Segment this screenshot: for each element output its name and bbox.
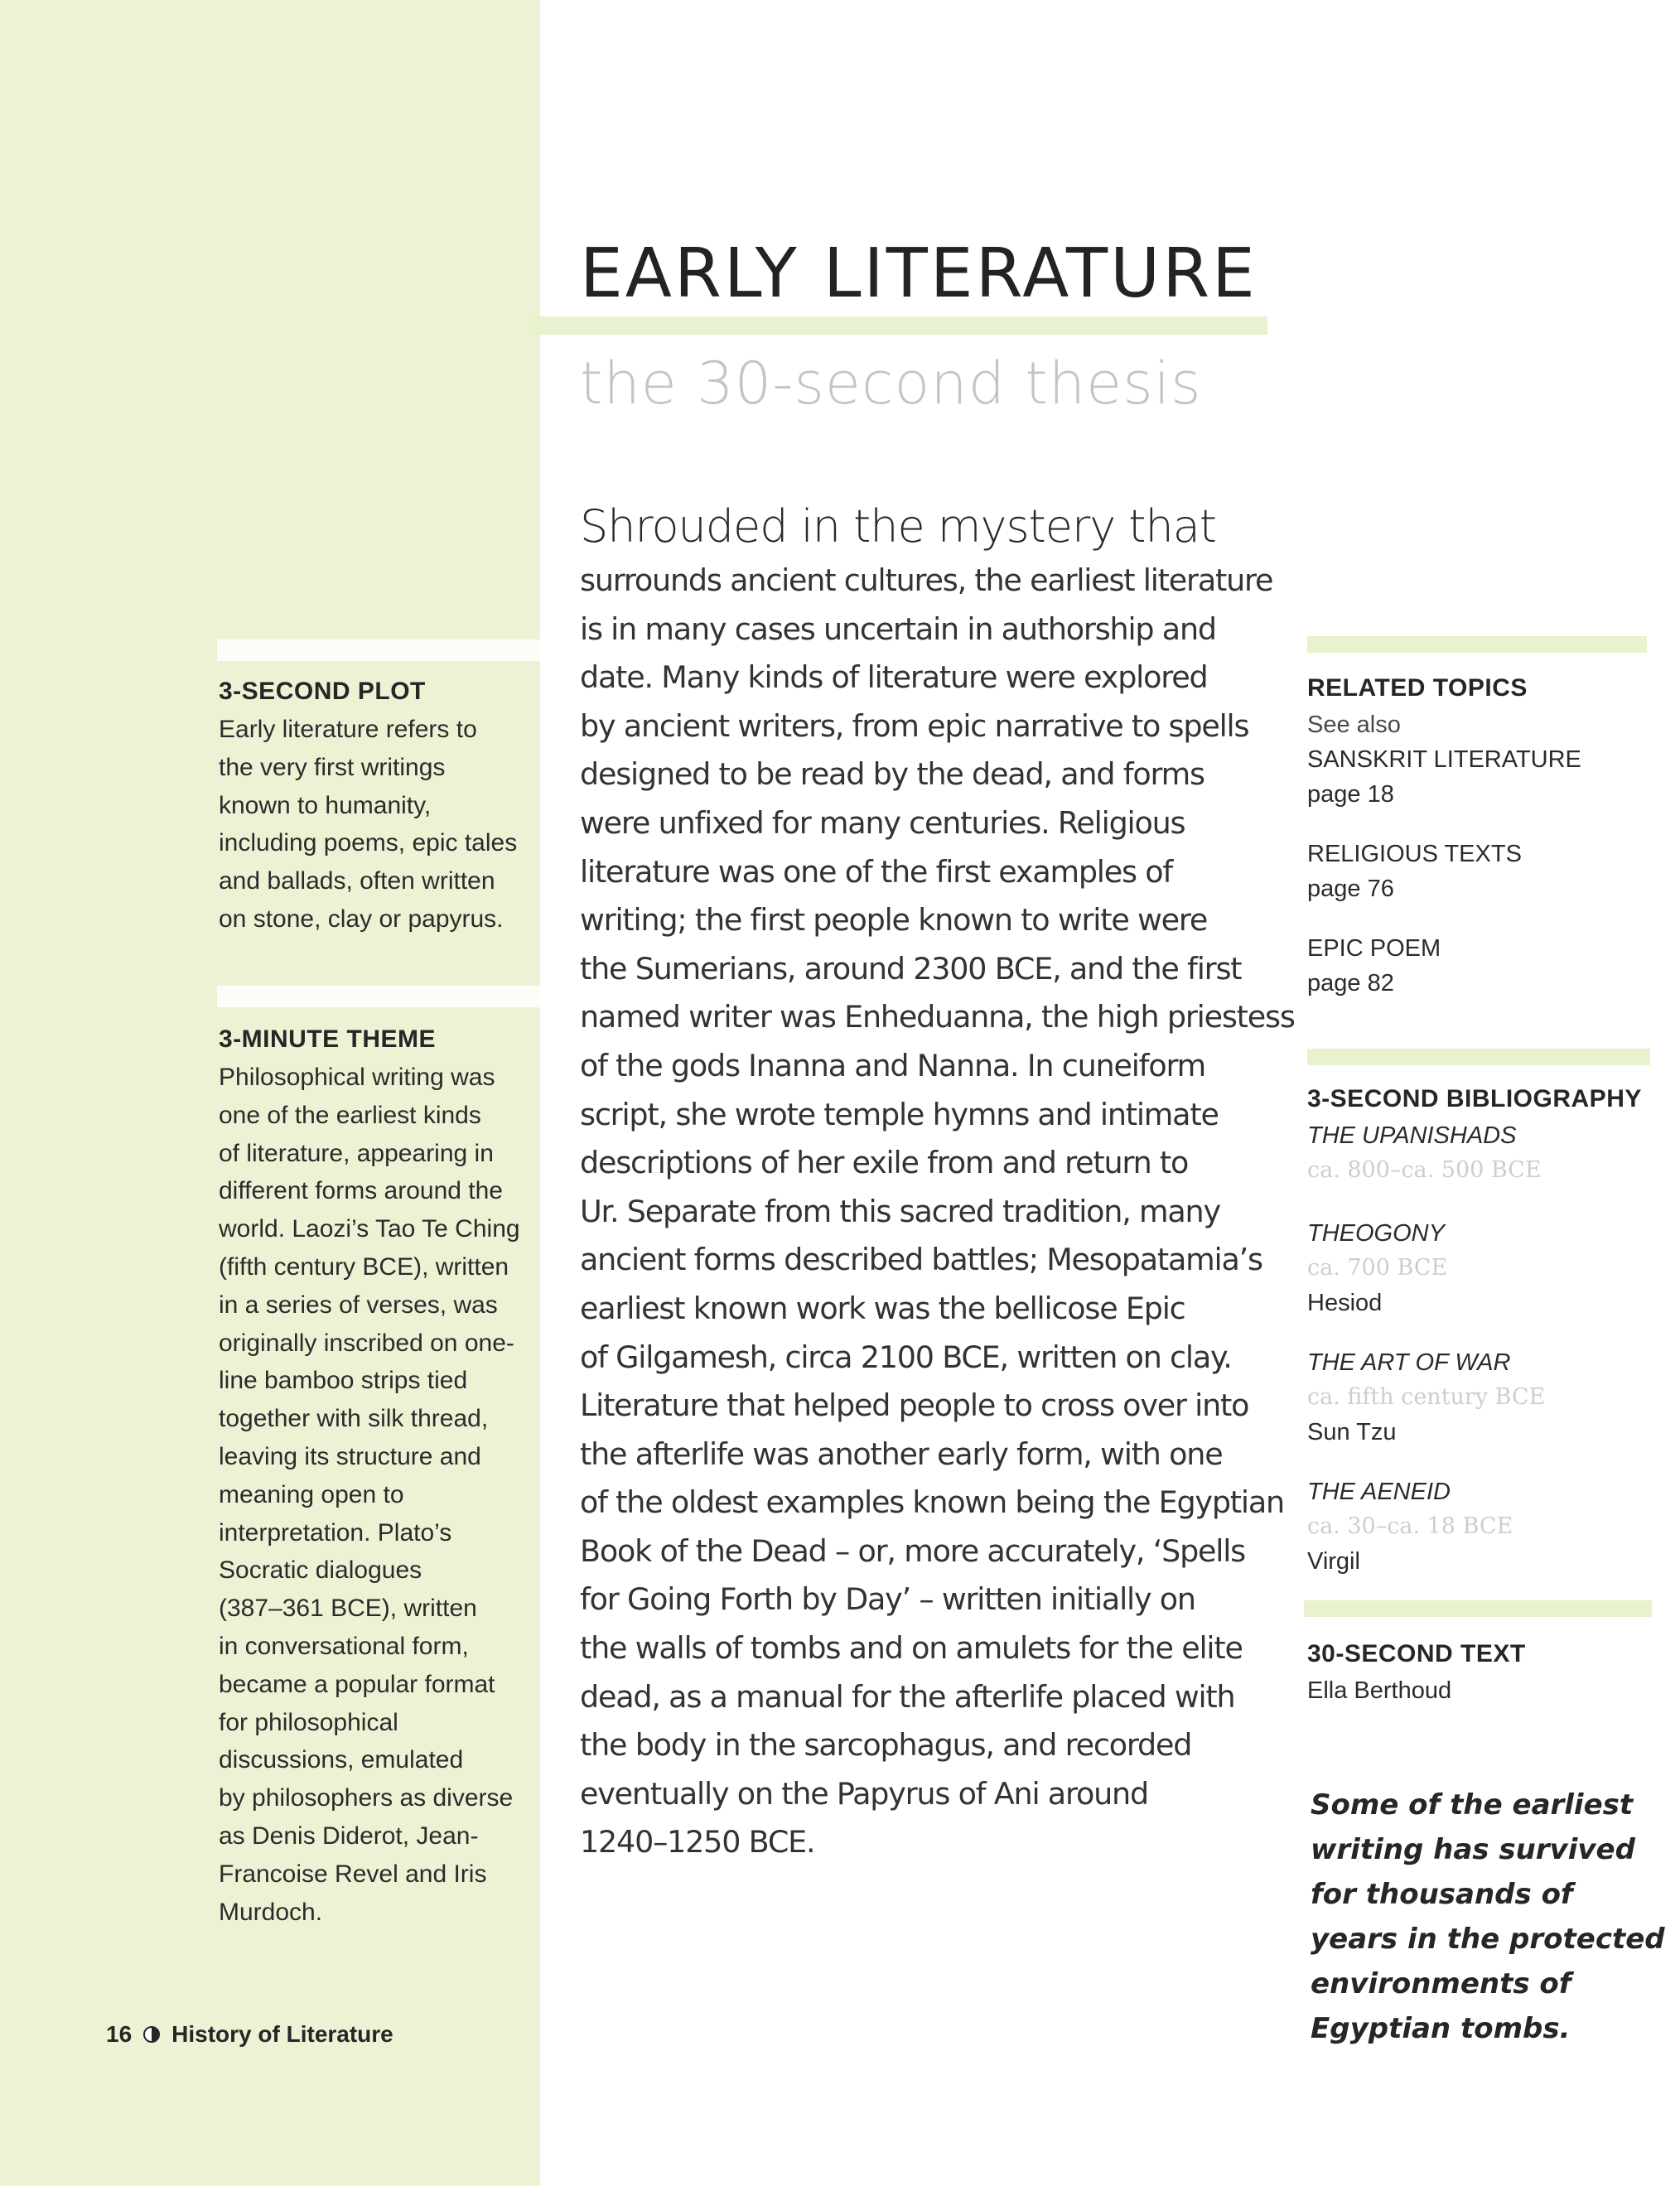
caption-line: for thousands of [1311,1878,1573,1911]
body-line: for Going Forth by Day’ – written initially on [580,1581,1195,1618]
right-divider [1307,1049,1650,1065]
text-line: Murdoch. [219,1898,323,1926]
text-line: in conversational form, [219,1632,469,1660]
three-minute-theme [219,1021,533,1931]
body-line: surrounds ancient cultures, the earliest literature [580,562,1273,598]
book-date: ca. 700 BCE [1307,1255,1448,1281]
body-line: is in many cases uncertain in authorship and [580,610,1216,647]
text-line: as Denis Diderot, Jean- [219,1822,479,1850]
text-line: one of the earliest kinds [219,1101,481,1129]
body-line: literature was one of the first examples of [580,853,1173,890]
text-line: (387–361 BCE), written [219,1595,477,1623]
text-line: line bamboo strips tied [219,1367,468,1395]
book-title: THEOGONY [1307,1220,1445,1247]
text-line: discussions, emulated [219,1746,464,1774]
bibliography-item [1307,1345,1655,1450]
right-divider [1307,636,1647,653]
body-line: script, she wrote temple hymns and intimate [580,1096,1219,1132]
body-line: by ancient writers, from epic narrative to spells [580,707,1249,744]
book-title: THE UPANISHADS [1307,1122,1517,1149]
text-line: Francoise Revel and Iris [219,1860,487,1888]
text-line: became a popular format [219,1670,495,1698]
related-topic[interactable] [1307,931,1655,1001]
thirty-second-text [1307,1635,1655,1708]
page-footer [106,2021,393,2048]
text-line: (fifth century BCE), written [219,1252,509,1281]
body-line: ancient forms described battles; Mesopatamia’s [580,1242,1262,1278]
text-line: known to humanity, [219,791,432,819]
body-line: the body in the sarcophagus, and recorded [580,1727,1192,1764]
caption-line: Some of the earliest [1311,1788,1634,1822]
text-line: by philosophers as diverse [219,1784,514,1812]
book-date: ca. 30–ca. 18 BCE [1307,1513,1513,1539]
body-line: dead, as a manual for the afterlife placed with [580,1678,1235,1715]
text-line: Socratic dialogues [219,1556,422,1585]
body-line: Ur. Separate from this sacred tradition, many [580,1193,1220,1229]
topic-page: page 82 [1307,970,1394,996]
book-title: History of Literature [171,2021,393,2047]
title-accent-bar [530,316,1267,335]
body-line: descriptions of her exile from and return to [580,1145,1189,1181]
book-date: ca. fifth century BCE [1307,1384,1546,1410]
text-line: Early literature refers to [219,716,477,743]
sidebar-divider [217,986,540,1007]
body-line: date. Many kinds of literature were explored [580,659,1208,696]
topic-page: page 76 [1307,876,1394,902]
text-line: different forms around the [219,1177,503,1205]
text-line: originally inscribed on one- [219,1329,514,1357]
caption-line: environments of [1311,1967,1571,2000]
text-line: the very first writings [219,753,446,781]
related-topic[interactable] [1307,742,1655,812]
body-line: earliest known work was the bellicose Epic [580,1290,1185,1326]
bibliography-item [1307,1216,1655,1320]
text-line: meaning open to [219,1480,404,1508]
body-line: 1240–1250 BCE. [580,1824,815,1860]
body-line: designed to be read by the dead, and forms [580,756,1204,793]
text-line: world. Laozi’s Tao Te Ching [219,1215,520,1243]
related-topics [1307,669,1655,1025]
three-second-plot [219,673,533,939]
body-line: of the gods Inanna and Nanna. In cuneiform [580,1047,1205,1083]
body-line: eventually on the Papyrus of Ani around [580,1775,1148,1812]
see-also-label: See also [1307,712,1401,738]
main-body-text [580,557,1295,1867]
book-title: THE ART OF WAR [1307,1349,1511,1376]
body-line: Literature that helped people to cross over into [580,1387,1249,1424]
page-subtitle: the 30-second thesis [580,350,1202,417]
text-line: for philosophical [219,1708,398,1736]
related-topic[interactable] [1307,837,1655,906]
topic-name[interactable]: RELIGIOUS TEXTS [1307,841,1522,867]
topic-name[interactable]: EPIC POEM [1307,935,1441,962]
caption-line: writing has survived [1311,1833,1635,1866]
text-line: Philosophical writing was [219,1064,495,1091]
lead-sentence: Shrouded in the mystery that [580,500,1216,553]
section-heading: 30-SECOND TEXT [1307,1640,1526,1667]
half-circle-icon [143,2026,160,2043]
sidebar-divider [217,639,540,661]
section-heading: RELATED TOPICS [1307,674,1528,702]
book-title: THE AENEID [1307,1479,1451,1505]
body-line: the afterlife was another early form, with one [580,1436,1223,1472]
body-line: of Gilgamesh, circa 2100 BCE, written on clay. [580,1339,1232,1375]
page-number: 16 [106,2021,133,2047]
bibliography-item [1307,1474,1655,1579]
body-line: were unfixed for many centuries. Religious [580,804,1185,841]
book-date: ca. 800–ca. 500 BCE [1307,1157,1542,1183]
text-line: in a series of verses, was [219,1291,498,1319]
section-heading: 3-SECOND BIBLIOGRAPHY [1307,1085,1642,1112]
body-line: named writer was Enheduanna, the high priestess [580,999,1295,1035]
book-author: Sun Tzu [1307,1419,1397,1445]
section-heading: 3-SECOND PLOT [219,678,426,705]
caption-line: years in the protected [1311,1923,1665,1956]
text-line: and ballads, often written [219,867,495,895]
image-caption [1311,1783,1665,2051]
text-line: leaving its structure and [219,1442,481,1470]
book-author: Virgil [1307,1548,1360,1575]
body-line: Book of the Dead – or, more accurately, ‘Spells [580,1532,1245,1569]
text-line: together with silk thread, [219,1405,489,1433]
caption-line: Egyptian tombs. [1311,2012,1571,2045]
text-author: Ella Berthoud [1307,1677,1452,1704]
text-line: including poems, epic tales [219,829,518,857]
body-line: writing; the first people known to write were [580,902,1208,939]
text-line: interpretation. Plato’s [219,1518,452,1547]
body-line: the Sumerians, around 2300 BCE, and the first [580,950,1242,987]
bibliography-item [1307,1118,1655,1188]
text-line: on stone, clay or papyrus. [219,905,504,933]
section-heading: 3-MINUTE THEME [219,1025,436,1053]
topic-name[interactable]: SANSKRIT LITERATURE [1307,746,1581,773]
book-author: Hesiod [1307,1290,1383,1316]
text-line: of literature, appearing in [219,1139,494,1167]
three-second-bibliography [1307,1080,1655,1604]
page-title: EARLY LITERATURE [580,234,1258,313]
topic-page: page 18 [1307,781,1394,808]
body-line: of the oldest examples known being the Egyptian [580,1484,1284,1521]
body-line: the walls of tombs and on amulets for the elite [580,1630,1243,1667]
